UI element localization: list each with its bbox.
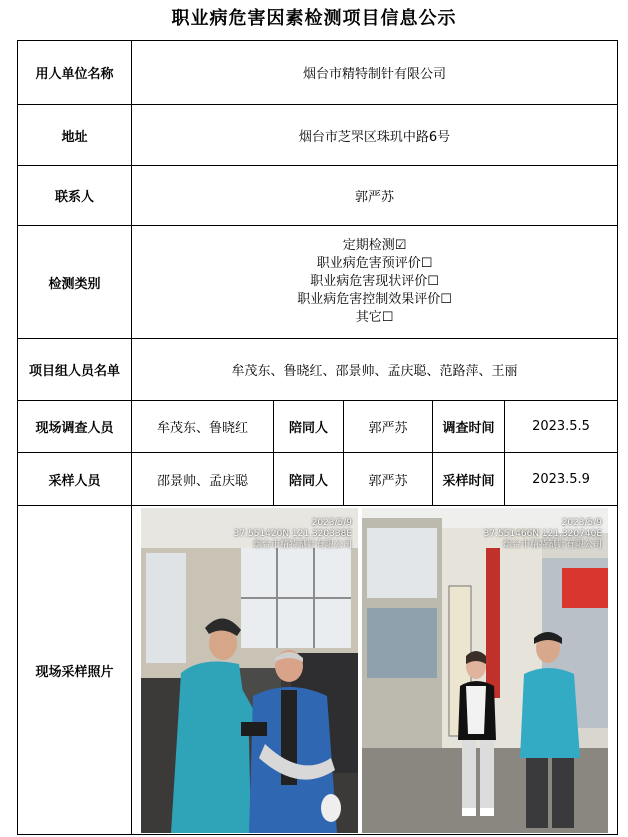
sampling-photo-1 <box>141 508 358 833</box>
contact-label: 联系人 <box>18 166 132 226</box>
photo2-place: 烟台市精特制针有限公司 <box>503 539 603 550</box>
row-detection-type <box>18 226 618 339</box>
option-other: 其它☐ <box>355 310 394 325</box>
photo2-coords: 37.551466N 121.320740E <box>483 528 603 539</box>
sampling-time: 2023.5.9 <box>505 453 618 506</box>
photo1-coords: 37.551420N 121.320338E <box>233 528 353 539</box>
sampling-label: 采样人员 <box>18 453 132 506</box>
photo1-date: 2023/5/9 <box>311 517 353 528</box>
row-sampling <box>18 453 618 506</box>
sampling-value: 邵景帅、孟庆聪 <box>132 453 274 506</box>
detection-type-label: 检测类别 <box>18 226 132 339</box>
entrance-photo-image <box>362 508 608 833</box>
row-photos <box>18 506 618 835</box>
option-control-evaluation: 职业病危害控制效果评价☐ <box>297 292 452 307</box>
survey-companion-label: 陪同人 <box>274 401 344 453</box>
survey-value: 牟茂东、鲁晓红 <box>132 401 274 453</box>
sampling-time-label: 采样时间 <box>433 453 505 506</box>
row-survey <box>18 401 618 453</box>
row-address <box>18 105 618 166</box>
page-title: 职业病危害因素检测项目信息公示 <box>171 8 457 29</box>
contact-value: 郭严苏 <box>132 166 618 226</box>
address-value: 烟台市芝罘区珠玑中路6号 <box>132 105 618 166</box>
row-team <box>18 339 618 401</box>
team-value: 牟茂东、鲁晓红、邵景帅、孟庆聪、范路萍、王丽 <box>132 339 618 401</box>
row-employer <box>18 41 618 105</box>
photos-label: 现场采样照片 <box>18 506 132 835</box>
photo1-place: 烟台市精特制针有限公司 <box>253 539 353 550</box>
employer-label: 用人单位名称 <box>18 41 132 105</box>
survey-time-label: 调查时间 <box>433 401 505 453</box>
workshop-photo-image <box>141 508 358 833</box>
sampling-companion-label: 陪同人 <box>274 453 344 506</box>
team-label: 项目组人员名单 <box>18 339 132 401</box>
survey-companion: 郭严苏 <box>344 401 433 453</box>
photos-cell <box>132 506 618 835</box>
option-status-evaluation: 职业病危害现状评价☐ <box>310 274 439 289</box>
sampling-photo-2 <box>362 508 608 833</box>
info-table <box>17 40 618 835</box>
row-contact <box>18 166 618 226</box>
address-label: 地址 <box>18 105 132 166</box>
detection-type-options <box>132 226 618 339</box>
option-pre-evaluation: 职业病危害预评价☐ <box>316 256 433 271</box>
option-periodic: 定期检测☑ <box>342 238 407 253</box>
sampling-companion: 郭严苏 <box>344 453 433 506</box>
survey-label: 现场调查人员 <box>18 401 132 453</box>
employer-value: 烟台市精特制针有限公司 <box>132 41 618 105</box>
survey-time: 2023.5.5 <box>505 401 618 453</box>
photo2-date: 2023/5/9 <box>561 517 603 528</box>
